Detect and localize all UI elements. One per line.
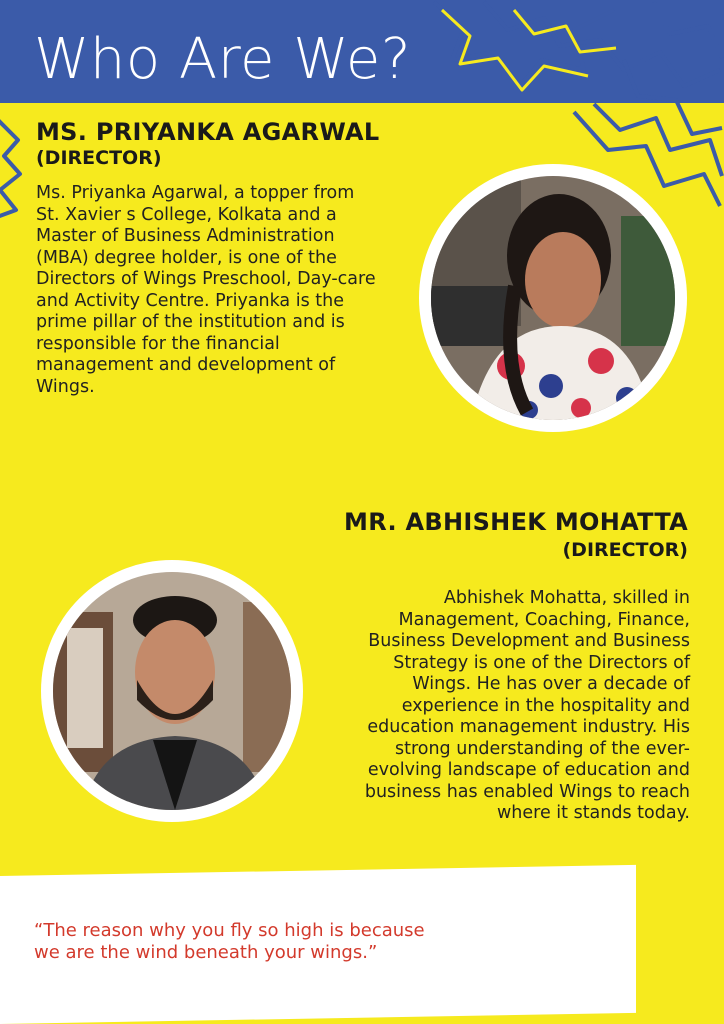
- director-name: MR. ABHISHEK MOHATTA: [344, 508, 688, 536]
- quote-text: [34, 920, 514, 964]
- quote-line: “The reason why you fly so high is because: [34, 920, 425, 941]
- director-role: (DIRECTOR): [562, 539, 688, 561]
- director-bio: Abhishek Mohatta, skilled in Management, Coaching, Finance, Business Development and Business Strategy is one of the Directors of Wings. He has over a decade of experience in the hospitality and education management industry. His strong understanding of the ever-evolving landscape of education and business has enabled Wings to reach where it stands today.: [364, 588, 690, 823]
- quote-line: we are the wind beneath your wings.”: [34, 942, 378, 963]
- director-name: MS. PRIYANKA AGARWAL: [36, 118, 380, 146]
- director-role: (DIRECTOR): [36, 147, 162, 169]
- director-photo: [53, 572, 291, 810]
- leaf-ornament-icon: [0, 110, 26, 220]
- director-photo-frame: [419, 164, 687, 432]
- director-photo: [431, 176, 675, 420]
- director-photo-frame: [41, 560, 303, 822]
- director-bio: Ms. Priyanka Agarwal, a topper from St. Xavier s College, Kolkata and a Master of Business Administration (MBA) degree holder, is one of the Directors of Wings Preschool, Day-care and Activity Centre. Priyanka is the prime pillar of the institution and is responsible for the financial management and development of Wings.: [36, 183, 376, 397]
- page-title: Who Are We?: [34, 27, 412, 92]
